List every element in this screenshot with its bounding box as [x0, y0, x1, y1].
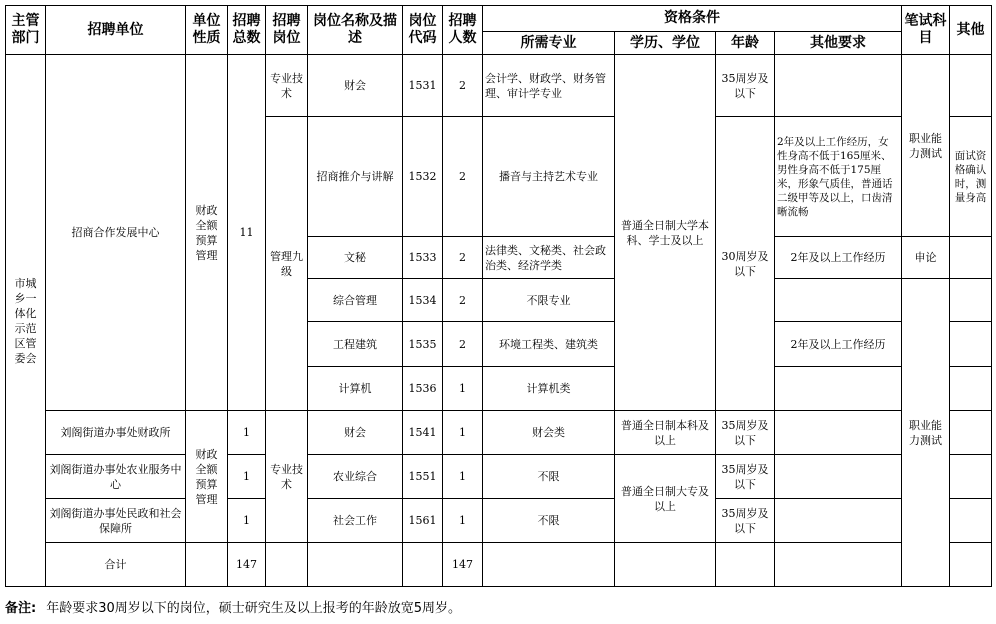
table-row: [6, 55, 992, 117]
other: [950, 55, 992, 117]
other: [950, 499, 992, 543]
table-row: [6, 499, 992, 543]
other: [950, 279, 992, 322]
post-count: 2: [443, 279, 483, 322]
post-count: 2: [443, 117, 483, 237]
major: 会计学、财政学、财务管理、审计学专业: [483, 55, 615, 117]
major: 不限: [483, 499, 615, 543]
post-count: 2: [443, 55, 483, 117]
other-req: 2年及以上工作经历: [775, 237, 902, 279]
major: 播音与主持艺术专业: [483, 117, 615, 237]
level-tech: 专业技术: [266, 55, 308, 117]
education: 普通全日制大学本科、学士及以上: [615, 55, 716, 411]
post-code: 1534: [403, 279, 443, 322]
footnote-label: 备注:: [5, 601, 37, 616]
header-post: 岗位名称及描述: [308, 6, 403, 55]
unit-total: 11: [228, 55, 266, 411]
header-nature: 单位性质: [186, 6, 228, 55]
footnote: [5, 597, 461, 616]
post-code: 1535: [403, 322, 443, 367]
post-code: 1541: [403, 411, 443, 455]
post-name: 工程建筑: [308, 322, 403, 367]
post-count: 2: [443, 322, 483, 367]
post-count: 1: [443, 411, 483, 455]
header-total: 招聘总数: [228, 6, 266, 55]
header-dept: 主管部门: [6, 6, 46, 55]
totals-other: [950, 543, 992, 587]
header-other: 其他: [950, 6, 992, 55]
header-level: 招聘岗位: [266, 6, 308, 55]
footnote-text: 年龄要求30周岁以下的岗位，硕士研究生及以上报考的年龄放宽5周岁。: [46, 601, 462, 616]
major: 计算机类: [483, 367, 615, 411]
recruitment-table: [5, 5, 992, 587]
recruitment-table-container: [5, 5, 992, 587]
header-count: 招聘人数: [443, 6, 483, 55]
header-major: 所需专业: [483, 32, 615, 55]
level-mgmt: 管理九级: [266, 117, 308, 411]
totals-nature: [186, 543, 228, 587]
header-exam: 笔试科目: [902, 6, 950, 55]
dept-cell: 市城乡一体化示范区管委会: [6, 55, 46, 587]
post-name: 综合管理: [308, 279, 403, 322]
other: [950, 367, 992, 411]
post-code: 1533: [403, 237, 443, 279]
header-qualifications: 资格条件: [483, 6, 902, 32]
table-row: [6, 455, 992, 499]
unit-nature: 财政全额预算管理: [186, 411, 228, 543]
major: 环境工程类、建筑类: [483, 322, 615, 367]
totals-row: [6, 543, 992, 587]
unit-name: 刘阁街道办事处民政和社会保障所: [46, 499, 186, 543]
totals-level: [266, 543, 308, 587]
unit-name: 刘阁街道办事处财政所: [46, 411, 186, 455]
age: 35周岁及以下: [716, 411, 775, 455]
post-code: 1551: [403, 455, 443, 499]
post-count: 1: [443, 499, 483, 543]
post-code: 1532: [403, 117, 443, 237]
age: 35周岁及以下: [716, 55, 775, 117]
post-count: 2: [443, 237, 483, 279]
post-code: 1536: [403, 367, 443, 411]
other-req: [775, 279, 902, 322]
totals-edu: [615, 543, 716, 587]
other-req: 2年及以上工作经历，女性身高不低于165厘米、男性身高不低于175厘米，形象气质佳，普通话二级甲等及以上，口齿清晰流畅: [775, 117, 902, 237]
post-count: 1: [443, 367, 483, 411]
unit-total: 1: [228, 455, 266, 499]
other: [950, 322, 992, 367]
totals-other-req: [775, 543, 902, 587]
unit-nature: 财政全额预算管理: [186, 55, 228, 411]
age: 35周岁及以下: [716, 499, 775, 543]
age: 30周岁及以下: [716, 117, 775, 411]
post-name: 财会: [308, 411, 403, 455]
totals-code: [403, 543, 443, 587]
totals-label: 合计: [46, 543, 186, 587]
totals-total: 147: [228, 543, 266, 587]
totals-post: [308, 543, 403, 587]
header-row-1: [6, 6, 992, 32]
other: [950, 455, 992, 499]
post-name: 社会工作: [308, 499, 403, 543]
post-name: 招商推介与讲解: [308, 117, 403, 237]
unit-name: 刘阁街道办事处农业服务中心: [46, 455, 186, 499]
header-education: 学历、学位: [615, 32, 716, 55]
exam-subject: 职业能力测试: [902, 55, 950, 237]
header-other-req: 其他要求: [775, 32, 902, 55]
level-tech: 专业技术: [266, 411, 308, 543]
totals-age: [716, 543, 775, 587]
major: 不限专业: [483, 279, 615, 322]
post-name: 文秘: [308, 237, 403, 279]
exam-subject: 职业能力测试: [902, 279, 950, 587]
other-req: [775, 455, 902, 499]
post-name: 财会: [308, 55, 403, 117]
table-row: [6, 411, 992, 455]
header-unit: 招聘单位: [46, 6, 186, 55]
education: 普通全日制大专及以上: [615, 455, 716, 543]
other: [950, 237, 992, 279]
exam-subject: 申论: [902, 237, 950, 279]
other: 面试资格确认时，测量身高: [950, 117, 992, 237]
major: 财会类: [483, 411, 615, 455]
age: 35周岁及以下: [716, 455, 775, 499]
unit-total: 1: [228, 411, 266, 455]
other-req: [775, 367, 902, 411]
unit-total: 1: [228, 499, 266, 543]
other-req: [775, 499, 902, 543]
other-req: [775, 411, 902, 455]
header-age: 年龄: [716, 32, 775, 55]
post-code: 1561: [403, 499, 443, 543]
major: 不限: [483, 455, 615, 499]
other-req: 2年及以上工作经历: [775, 322, 902, 367]
other-req: [775, 55, 902, 117]
major: 法律类、文秘类、社会政治类、经济学类: [483, 237, 615, 279]
post-code: 1531: [403, 55, 443, 117]
other: [950, 411, 992, 455]
totals-major: [483, 543, 615, 587]
totals-count: 147: [443, 543, 483, 587]
post-name: 农业综合: [308, 455, 403, 499]
post-name: 计算机: [308, 367, 403, 411]
education: 普通全日制本科及以上: [615, 411, 716, 455]
post-count: 1: [443, 455, 483, 499]
unit-name: 招商合作发展中心: [46, 55, 186, 411]
header-code: 岗位代码: [403, 6, 443, 55]
